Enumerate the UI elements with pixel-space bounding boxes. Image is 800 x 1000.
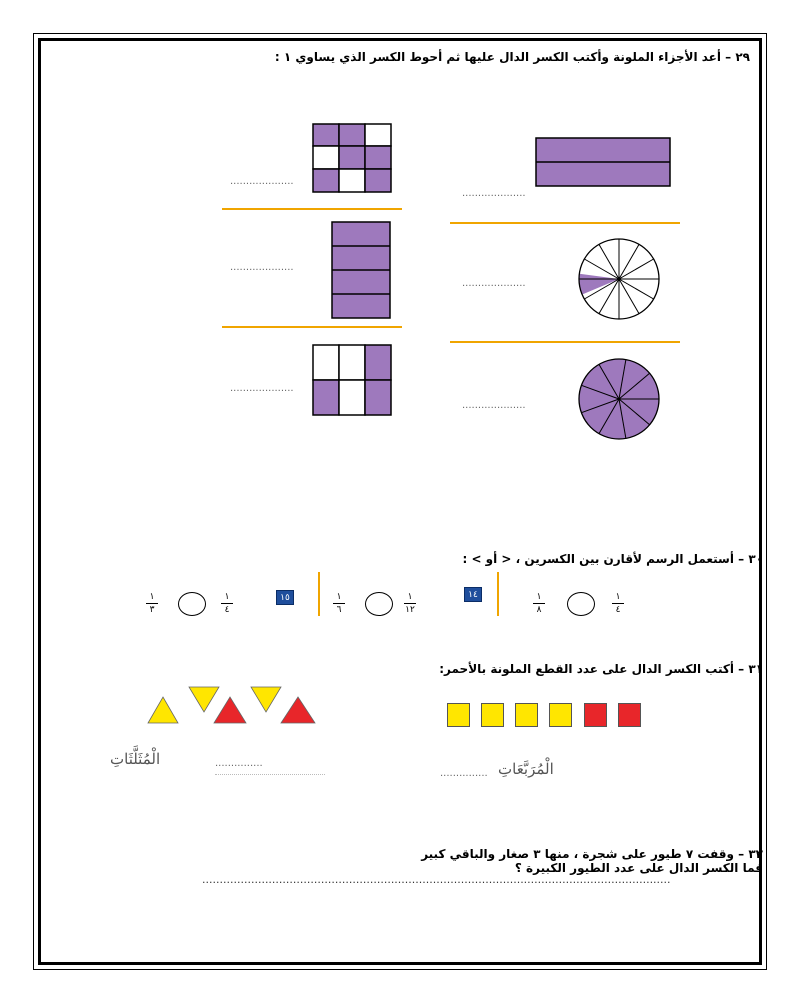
answer-blank[interactable]: .................... [230,383,294,394]
q30-heading: ٣٠ – أستعمل الرسم لأقارن بين الكسرين ، < أو > : [462,552,763,566]
separator-line [222,326,402,328]
fraction-circle-one-twelfth [578,238,660,320]
red-square [618,703,641,727]
red-square [584,703,607,727]
exercise-number-badge: ١٥ [276,590,294,605]
separator-line [450,222,680,224]
red-triangle [214,697,246,723]
fraction-left: ١ ٣ [144,592,160,615]
triangles-row [145,684,321,726]
fraction-left: ١ ٦ [331,592,347,615]
fraction-bar-quarters [331,221,391,319]
exercise-number-badge: ١٤ [464,587,482,602]
fraction-right: ١ ١٢ [405,592,415,615]
fraction-grid-3x3 [312,123,392,193]
answer-blank[interactable]: .................... [230,262,294,273]
fraction-bar-halves [535,137,671,187]
answer-blank[interactable]: ............... [440,768,488,779]
q32-line1: ٣٢ – وقفت ٧ طيور على شجرة ، منها ٣ صغار والباقي كبير [421,847,763,861]
answer-blank[interactable]: .................... [462,400,526,411]
yellow-square [447,703,470,727]
compare-circle[interactable] [365,592,393,616]
yellow-triangle [148,697,178,723]
answer-blank[interactable]: .................... [462,278,526,289]
compare-circle[interactable] [567,592,595,616]
q32-answer-line[interactable]: ...................................................................................................................................... [202,873,671,886]
red-triangle [281,697,315,723]
answer-blank[interactable]: ............... [215,758,263,769]
fraction-left: ١ ٨ [531,592,547,615]
separator-line [497,572,499,616]
answer-blank[interactable]: .................... [230,176,294,187]
yellow-square [481,703,504,727]
yellow-triangle-inverted [251,687,281,712]
fraction-right: ١ ٤ [219,592,235,615]
q31-heading: ٣١ – أكتب الكسر الدال على عدد القطع الملونة بالأحمر: [439,662,763,676]
q29-heading: ٢٩ – أعد الأجزاء الملونة وأكتب الكسر الدال عليها ثم أحوط الكسر الذي يساوي ١ : [274,50,750,64]
separator-line [450,341,680,343]
yellow-square [515,703,538,727]
triangles-label: الْمُثَلَّثَاتِ [110,750,161,768]
yellow-square [549,703,572,727]
compare-circle[interactable] [178,592,206,616]
fraction-circle-whole [578,358,660,440]
separator-line [222,208,402,210]
fraction-grid-3x2 [312,344,392,416]
squares-label: الْمُرَبَّعَاتِ [498,760,554,778]
q32-line2: فما الكسر الدال على عدد الطيور الكبيرة ؟ [514,861,763,875]
yellow-triangle-inverted [189,687,219,712]
answer-blank[interactable]: .................... [462,188,526,199]
underline [215,774,325,775]
fraction-right: ١ ٤ [610,592,626,615]
separator-line [318,572,320,616]
